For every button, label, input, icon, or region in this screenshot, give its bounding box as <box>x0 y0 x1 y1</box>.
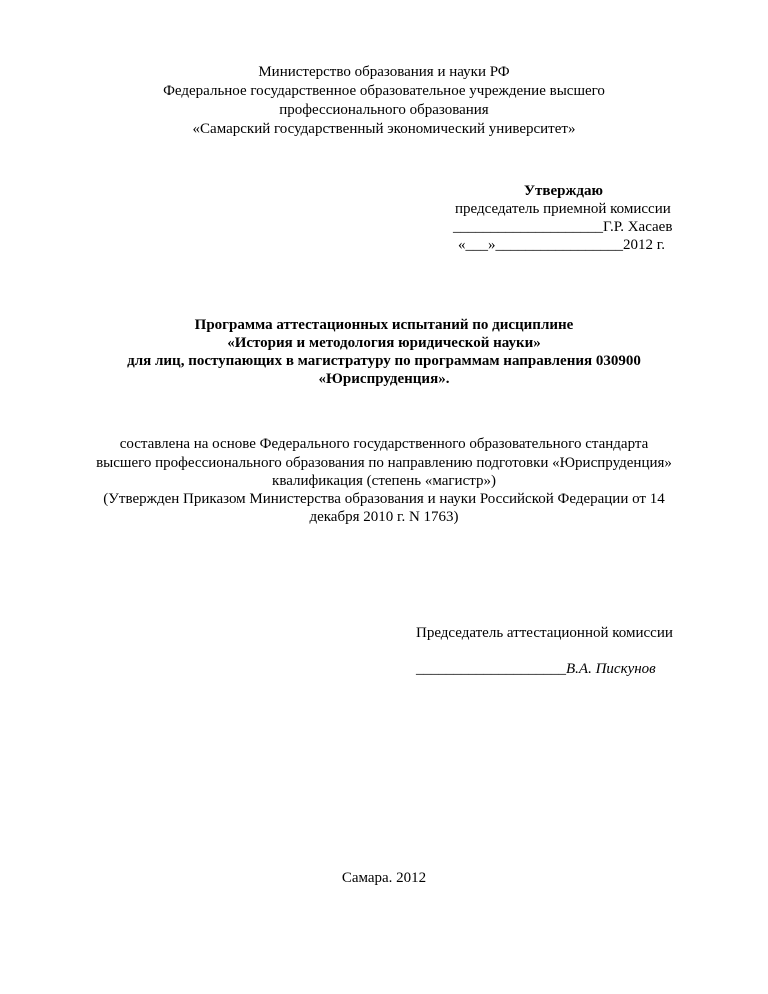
basis-line-3: квалификация (степень «магистр») <box>272 473 496 489</box>
program-title-line-4: «Юриспруденция». <box>318 371 450 387</box>
approval-date-line: «___»_________________2012 г. <box>458 237 665 253</box>
approval-title: Утверждаю <box>524 183 603 199</box>
basis-line-4: (Утвержден Приказом Министерства образования и науки Российской Федерации от 14 <box>103 491 665 507</box>
place-year: Самара. 2012 <box>341 870 427 886</box>
ministry-line: Министерство образования и науки РФ <box>258 64 510 80</box>
university-name-line: «Самарский государственный экономический университет» <box>192 121 576 137</box>
education-level-line: профессионального образования <box>279 102 489 118</box>
commission-name: В.А. Пискунов <box>566 661 656 677</box>
commission-underline: ____________________ <box>416 661 566 677</box>
institution-type-line: Федеральное государственное образовательное учреждение высшего <box>163 83 605 99</box>
approval-role: председатель приемной комиссии <box>455 201 671 217</box>
commission-signature <box>416 660 656 678</box>
basis-line-5: декабря 2010 г. N 1763) <box>309 509 459 525</box>
program-title-line-3: для лиц, поступающих в магистратуру по программам направления 030900 <box>127 353 641 369</box>
basis-line-2: высшего профессионального образования по направлению подготовки «Юриспруденция» <box>96 455 672 471</box>
approval-signature-line: ____________________Г.Р. Хасаев <box>453 219 673 235</box>
program-title-line-1: Программа аттестационных испытаний по дисциплине <box>194 317 574 333</box>
commission-title: Председатель аттестационной комиссии <box>416 625 673 641</box>
program-title-line-2: «История и методология юридической науки» <box>227 335 541 351</box>
basis-line-1: составлена на основе Федерального государственного образовательного стандарта <box>119 436 649 452</box>
